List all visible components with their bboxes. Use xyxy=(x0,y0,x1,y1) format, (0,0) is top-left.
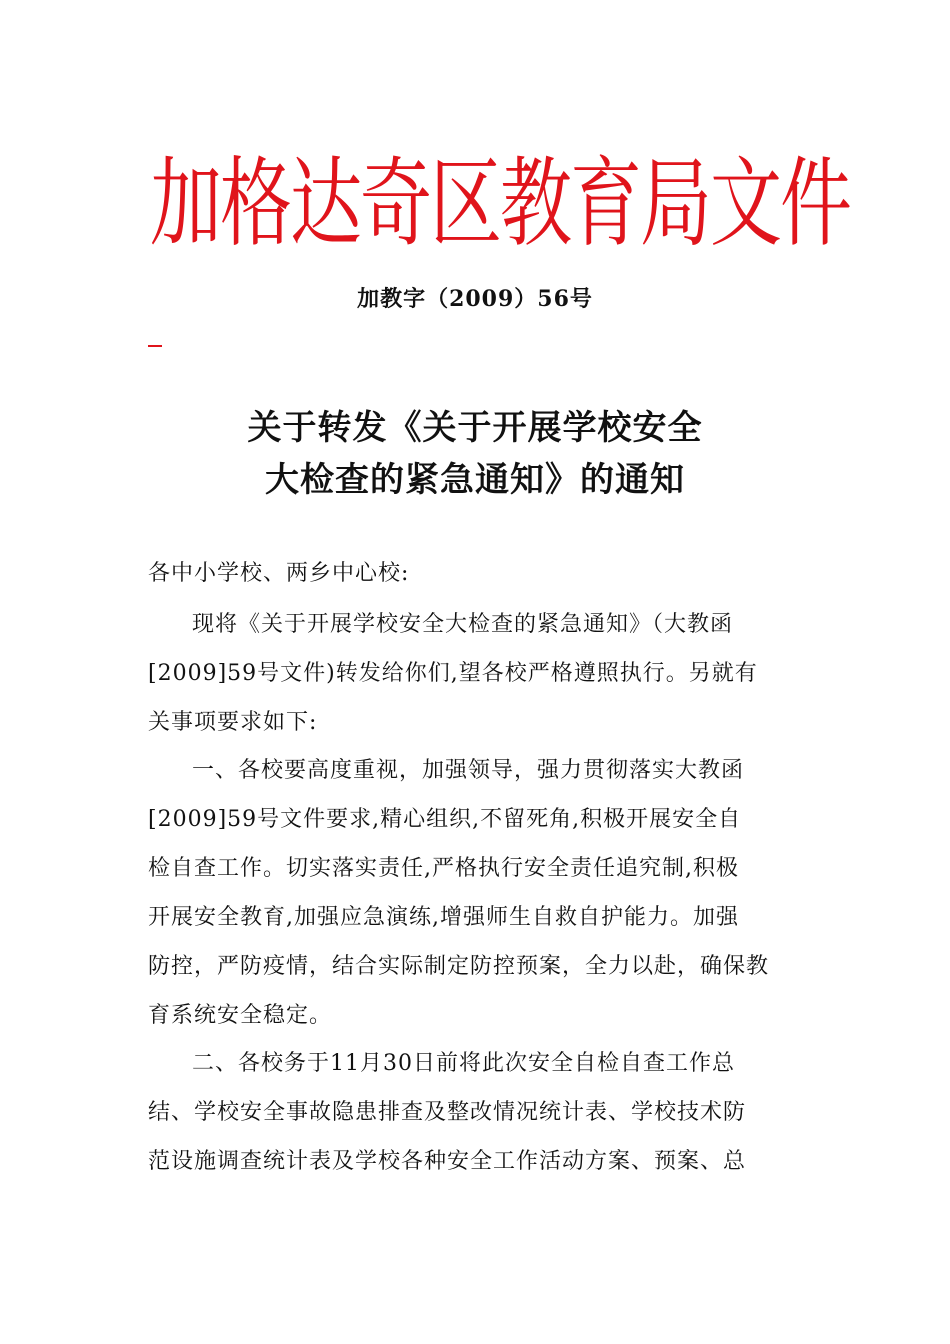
paragraph-line: [2009]59号文件要求,精心组织,不留死角,积极开展安全自 xyxy=(148,807,742,832)
paragraph-line: 防控，严防疫情，结合实际制定防控预案，全力以赴，确保教 xyxy=(148,954,770,979)
paragraph-1 xyxy=(148,600,808,747)
paragraph-line: 二、各校务于11月30日前将此次安全自检自查工作总 xyxy=(192,1051,735,1076)
paragraph-line: 开展安全教育,加强应急演练,增强师生自救自护能力。加强 xyxy=(148,905,739,930)
salutation: 各中小学校、两乡中心校: xyxy=(148,561,410,586)
paragraph-line: 关事项要求如下: xyxy=(148,710,318,735)
notice-title-line-2: 大检查的紧急通知》的通知 xyxy=(265,460,685,500)
paragraph-line: 现将《关于开展学校安全大检查的紧急通知》（大教函 xyxy=(192,612,734,637)
paragraph-2 xyxy=(148,746,808,1040)
paragraph-3 xyxy=(148,1039,808,1186)
document-number: 加教字（2009）56号 xyxy=(357,286,593,312)
paragraph-line: 结、学校安全事故隐患排查及整改情况统计表、学校技术防 xyxy=(148,1100,747,1125)
paragraph-line: 范设施调查统计表及学校各种安全工作活动方案、预案、总 xyxy=(148,1149,747,1174)
notice-title-line-1: 关于转发《关于开展学校安全 xyxy=(247,408,703,448)
paragraph-line: [2009]59号文件)转发给你们,望各校严格遵照执行。另就有 xyxy=(148,661,758,686)
masthead-title: 加格达奇区教育局文件 xyxy=(150,146,851,260)
paragraph-line: 一、各校要高度重视，加强领导，强力贯彻落实大教函 xyxy=(192,758,745,783)
paragraph-line: 育系统安全稳定。 xyxy=(148,1003,333,1028)
red-divider xyxy=(148,345,162,347)
paragraph-line: 检自查工作。切实落实责任,严格执行安全责任追究制,积极 xyxy=(148,856,739,881)
